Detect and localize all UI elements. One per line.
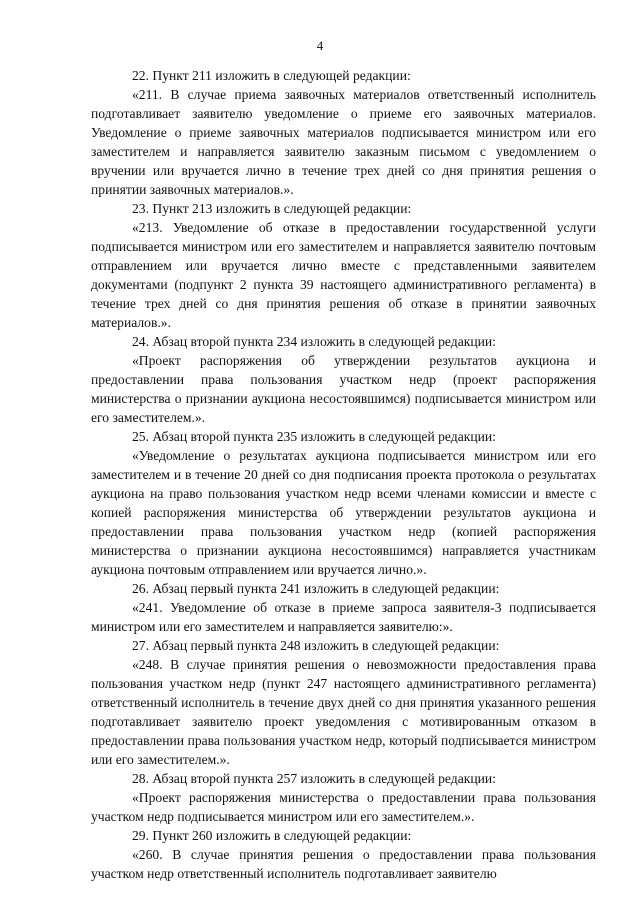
paragraph-257-text: «Проект распоряжения министерства о предоставлении права пользования участком недр подписывается министром или его заместителем.». bbox=[91, 790, 596, 824]
paragraph-29-heading: 29. Пункт 260 изложить в следующей редакции: bbox=[132, 828, 412, 843]
paragraph-241-text: «241. Уведомление об отказе в приеме запроса заявителя-3 подписывается министром или его заместителем и направляется заявителю:». bbox=[91, 600, 596, 634]
paragraph-211-text: «211. В случае приема заявочных материалов ответственный исполнитель подготавливает заявителю уведомление о приеме его заявочных материалов. Уведомление о приеме заявочных материалов подписывается министром или его заместителем и направляется заявителю заказным письмом с уведомлением о вручении или вручается лично в течение трех дней со дня принятия решения о принятии заявочных материалов.». bbox=[91, 87, 596, 197]
paragraph-26-heading: 26. Абзац первый пункта 241 изложить в следующей редакции: bbox=[132, 581, 500, 596]
paragraph-260-text: «260. В случае принятия решения о предоставлении права пользования участком недр ответственный исполнитель подготавливает заявителю bbox=[91, 847, 596, 881]
page-number: 4 bbox=[316, 38, 324, 53]
paragraph-234-text: «Проект распоряжения об утверждении результатов аукциона и предоставлении права пользования участком недр (проект распоряжения министерства о признании аукциона несостоявшимся) подписывается министром или его заместителем.». bbox=[91, 353, 596, 425]
paragraph-28-heading: 28. Абзац второй пункта 257 изложить в следующей редакции: bbox=[132, 771, 496, 786]
paragraph-248-text: «248. В случае принятия решения о невозможности предоставления права пользования участком недр (пункт 247 настоящего административного регламента) ответственный исполнитель в течение двух дней со дня принятия указанного решения подготавливает заявителю проект уведомления с мотивированным отказом в предоставлении права пользования участком недр, который подписывается министром или его заместителем.». bbox=[91, 657, 596, 767]
paragraph-27-heading: 27. Абзац первый пункта 248 изложить в следующей редакции: bbox=[132, 638, 500, 653]
document-body bbox=[91, 66, 596, 883]
paragraph-22-heading: 22. Пункт 211 изложить в следующей редакции: bbox=[132, 68, 411, 83]
paragraph-23-heading: 23. Пункт 213 изложить в следующей редакции: bbox=[132, 201, 412, 216]
paragraph-213-text: «213. Уведомление об отказе в предоставлении государственной услуги подписывается министром или его заместителем и направляется заявителю почтовым отправлением или вручается лично вместе с представленными заявителем документами (подпункт 2 пункта 39 настоящего административного регламента) в течение трех дней со дня принятия решения об отказе в принятии заявочных материалов.». bbox=[91, 220, 596, 330]
paragraph-235-text: «Уведомление о результатах аукциона подписывается министром или его заместителем и в течение 20 дней со дня подписания проекта протокола о результатах аукциона на право пользования участком недр всеми членами комиссии и вместе с копией распоряжения министерства об утверждении результатов аукциона и предоставлении права пользования участком недр (копией распоряжения министерства о признании аукциона несостоявшимся) направляется участникам аукциона почтовым отправлением или вручается лично.». bbox=[91, 448, 596, 577]
paragraph-25-heading: 25. Абзац второй пункта 235 изложить в следующей редакции: bbox=[132, 429, 496, 444]
paragraph-24-heading: 24. Абзац второй пункта 234 изложить в следующей редакции: bbox=[132, 334, 496, 349]
